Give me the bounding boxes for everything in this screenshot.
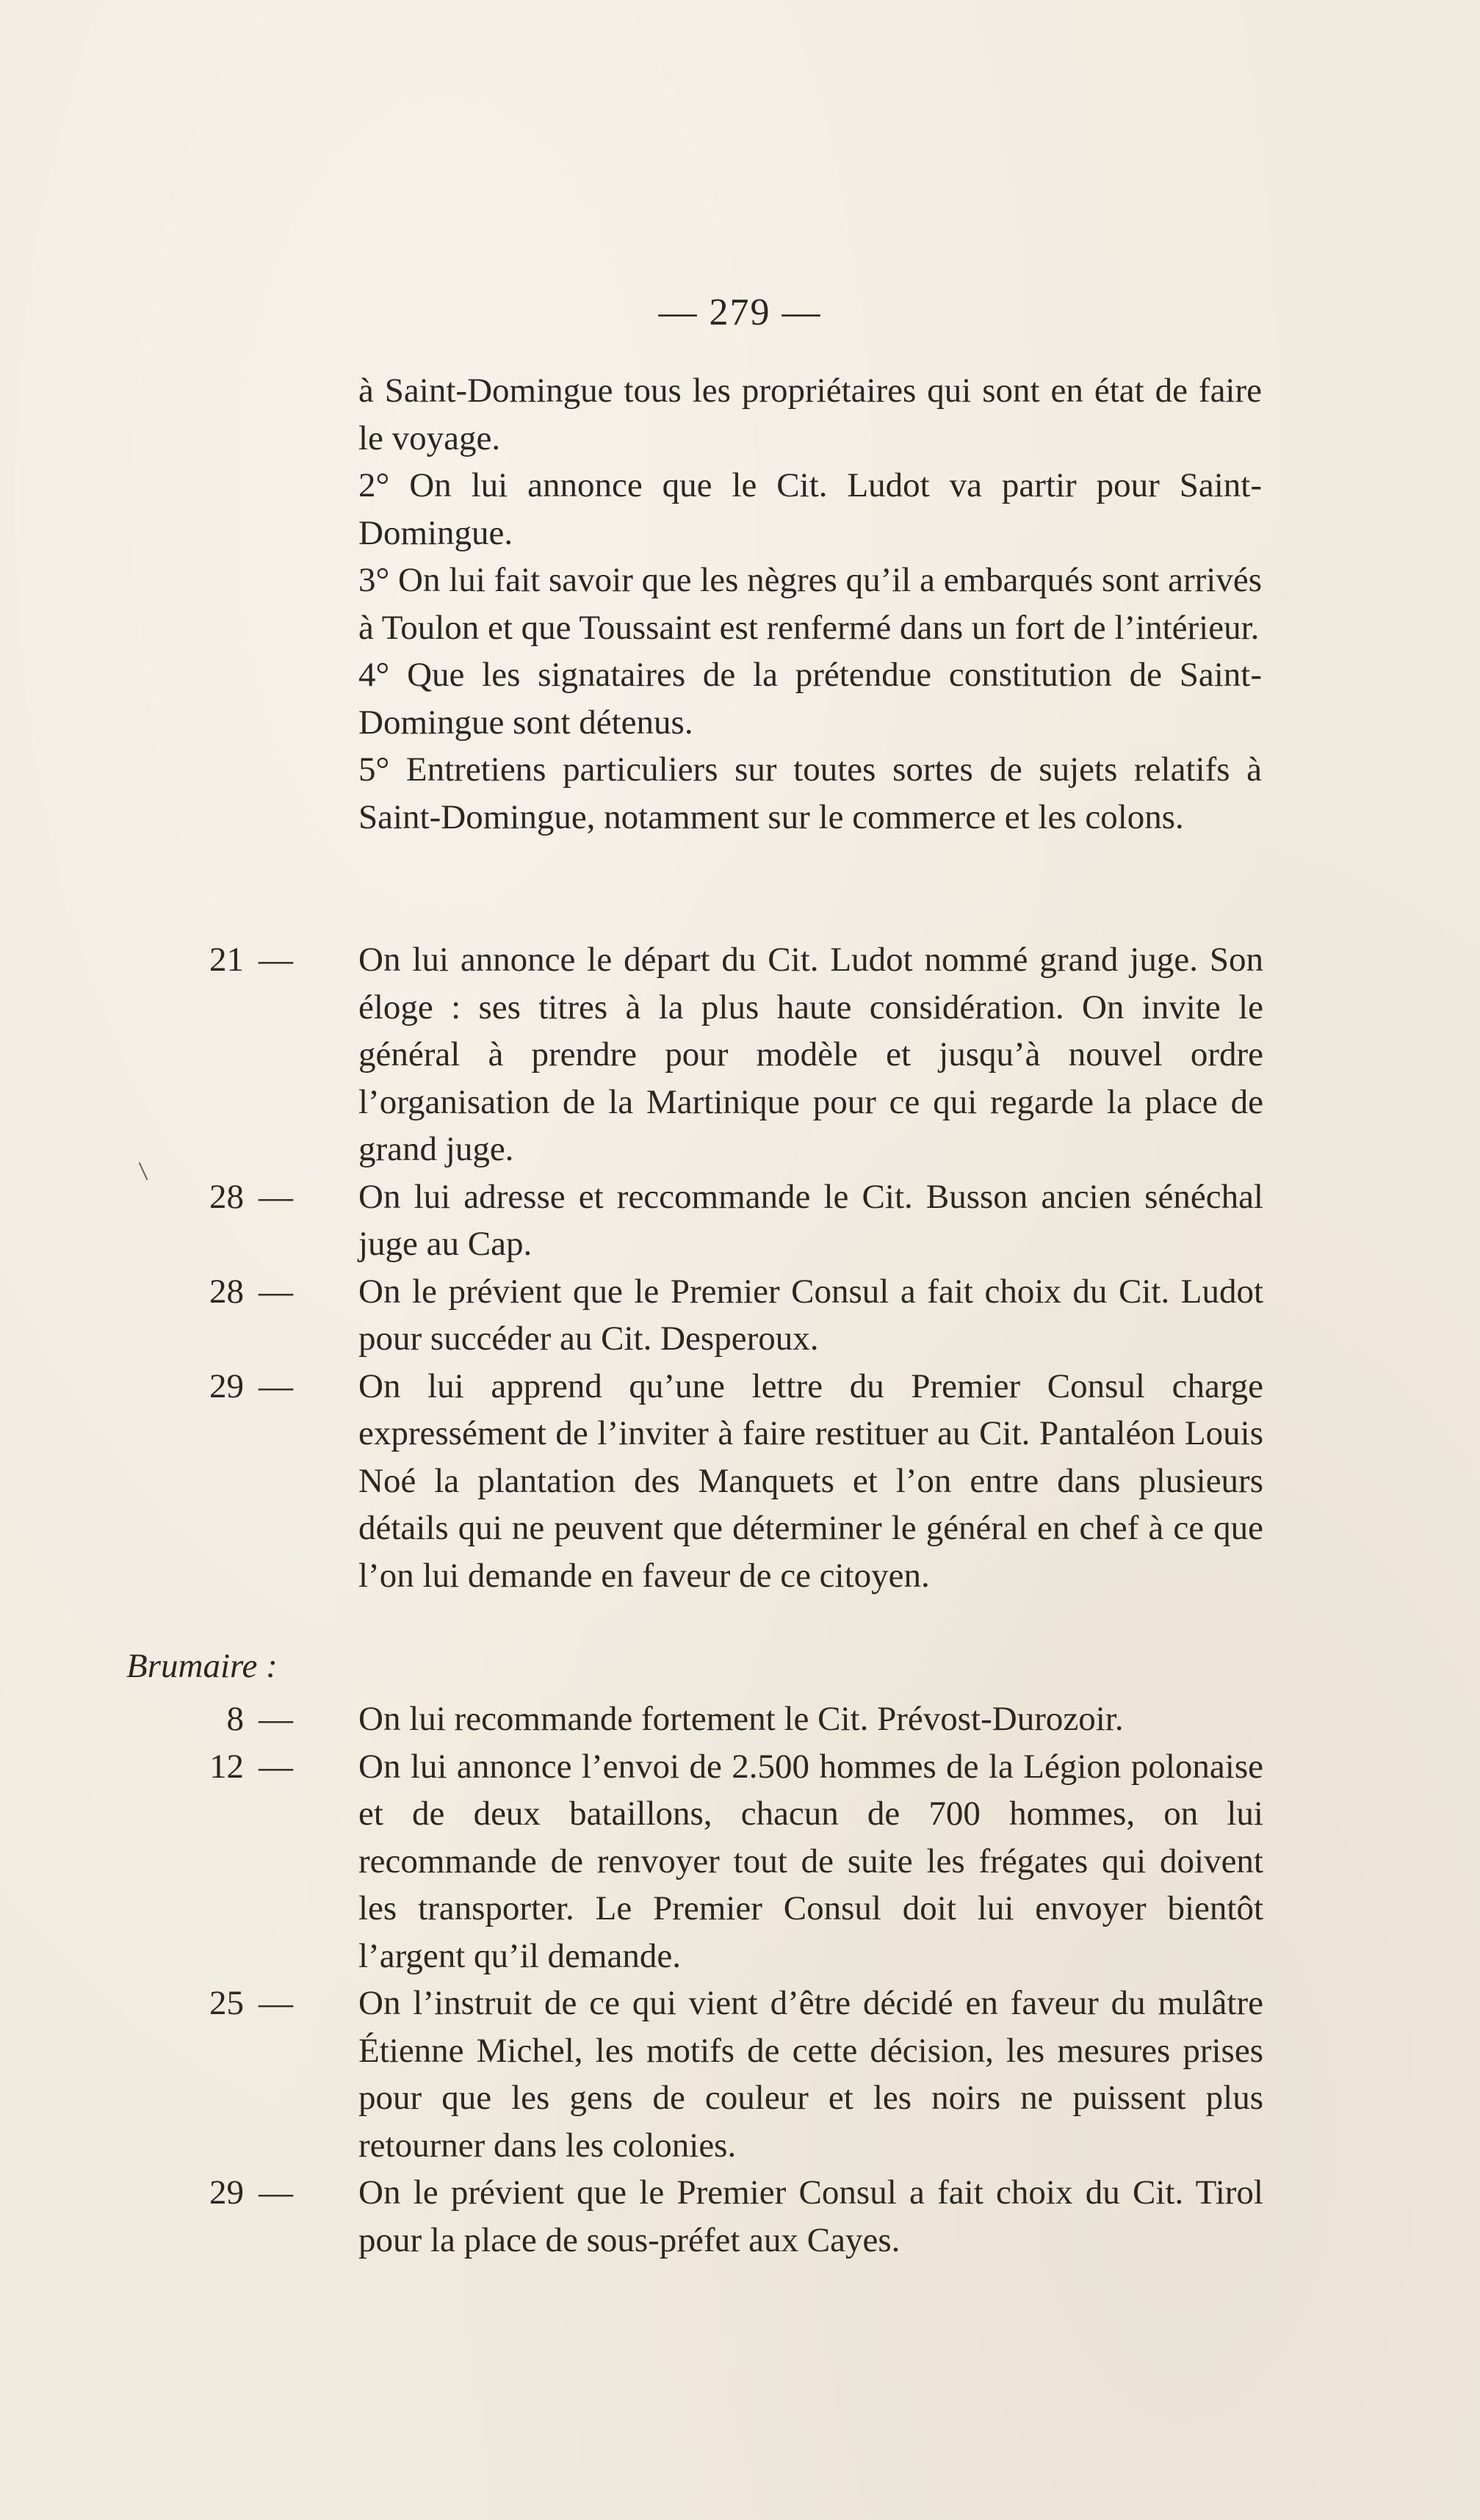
list-item (184, 1173, 1263, 1268)
entry-text: On le prévient que le Premier Consul a fait choix du Cit. Tirol pour la place de sous-préfet aux Cayes. (358, 2173, 1263, 2259)
entry-text: On lui annonce le départ du Cit. Ludot nommé grand juge. Son éloge : ses titres à la plus haute considération. On invite le général à prendre pour modèle et jusqu’à nouvel ordre l’organisation de la Martinique pour ce qui regarde la place de grand juge. (358, 941, 1263, 1168)
list-item (184, 1743, 1263, 1980)
intro-paragraph: 4° Que les signataires de la prétendue constitution de Saint-Domingue sont détenus. (358, 656, 1262, 742)
intro-paragraph: 2° On lui annonce que le Cit. Ludot va partir pour Saint-Domingue. (358, 466, 1262, 552)
margin-pencil-mark (139, 1162, 148, 1180)
list-item (184, 2169, 1263, 2264)
entry-text: On le prévient que le Premier Consul a fait choix du Cit. Ludot pour succéder au Cit. Desperoux. (358, 1272, 1263, 1358)
intro-block (358, 367, 1262, 841)
entry-day: 29 (209, 2173, 244, 2212)
entries-list (184, 936, 1263, 1599)
list-item (184, 1695, 1263, 1743)
entry-dash: — (259, 1366, 293, 1405)
entry-text: On lui annonce l’envoi de 2.500 hommes de la Légion polonaise et de deux bataillons, chacun de 700 hommes, on lui recommande de renvoyer tout de suite les frégates qui doivent les transporter. Le Premier Consul doit lui envoyer bientôt l’argent qu’il demande. (358, 1747, 1263, 1975)
intro-paragraph: 5° Entretiens particuliers sur toutes sortes de sujets relatifs à Saint-Domingue, notamment sur le commerce et les colons. (358, 750, 1262, 836)
month-heading: Brumaire : (126, 1647, 278, 1685)
list-item (184, 1980, 1263, 2169)
entries-list-brumaire (184, 1695, 1263, 2264)
entry-dash: — (259, 941, 293, 979)
entry-dash: — (259, 1747, 293, 1786)
entry-day: 29 (209, 1366, 244, 1405)
entry-text: On lui recommande fortement le Cit. Prévost-Durozoir. (358, 1700, 1124, 1738)
entry-day: 12 (209, 1747, 244, 1786)
entry-dash: — (259, 1272, 293, 1311)
entry-dash: — (259, 1177, 293, 1216)
entry-day: 8 (226, 1700, 244, 1738)
page-number: — 279 — (658, 292, 822, 333)
entry-dash: — (259, 1700, 293, 1738)
entry-day: 28 (209, 1272, 244, 1311)
entry-day: 21 (209, 941, 244, 979)
entry-dash: — (259, 2173, 293, 2212)
entry-dash: — (259, 1984, 293, 2022)
entry-day: 25 (209, 1984, 244, 2022)
entry-text: On l’instruit de ce qui vient d’être décidé en faveur du mulâtre Étienne Michel, les motifs de cette décision, les mesures prises pour que les gens de couleur et les noirs ne puissent plus retourner dans les colonies. (358, 1984, 1263, 2165)
list-item (184, 1363, 1263, 1600)
list-item (184, 936, 1263, 1173)
entry-text: On lui adresse et reccommande le Cit. Busson ancien sénéchal juge au Cap. (358, 1177, 1263, 1263)
list-item (184, 1268, 1263, 1363)
intro-paragraph: à Saint-Domingue tous les propriétaires qui sont en état de faire le voyage. (358, 372, 1262, 457)
entry-day: 28 (209, 1177, 244, 1216)
entry-text: On lui apprend qu’une lettre du Premier Consul charge expressément de l’inviter à faire restituer au Cit. Pantaléon Louis Noé la plantation des Manquets et l’on entre dans plusieurs détails qui ne peuvent que déterminer le général en chef à ce que l’on lui demande en faveur de ce citoyen. (358, 1366, 1263, 1595)
intro-paragraph: 3° On lui fait savoir que les nègres qu’il a embarqués sont arrivés à Toulon et que Toussaint est renfermé dans un fort de l’intérieur. (358, 561, 1263, 647)
